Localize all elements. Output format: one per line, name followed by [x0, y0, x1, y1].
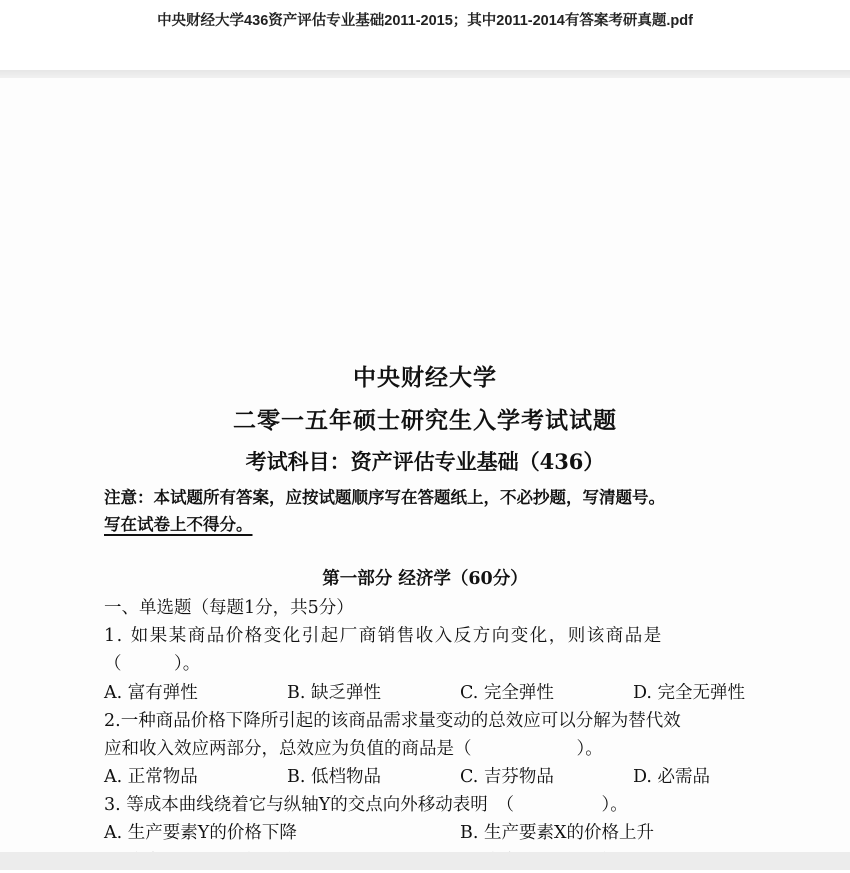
- question-2-option-d: D. 必需品: [633, 767, 711, 787]
- question-3-stem: 3. 等成本曲线绕着它与纵轴Y的交点向外移动表明 （ ）。: [104, 795, 628, 815]
- exam-subject: 考试科目：资产评估专业基础（436）: [245, 449, 605, 474]
- university-name: 中央财经大学: [353, 364, 497, 391]
- pdf-page: [0, 78, 850, 852]
- exam-title: 二零一五年硕士研究生入学考试试题: [233, 407, 617, 434]
- page-separator-top: [0, 70, 850, 78]
- question-1-option-c: C. 完全弹性: [460, 683, 554, 703]
- question-1-option-a: A. 富有弹性: [104, 683, 198, 703]
- question-1-option-b: B. 缺乏弹性: [287, 683, 381, 703]
- notice-line-1: 注意：本试题所有答案，应按试题顺序写在答题纸上，不必抄题，写清题号。: [104, 488, 665, 507]
- question-1-stem-line-1: 1. 如果某商品价格变化引起厂商销售收入反方向变化，则该商品是: [104, 626, 663, 646]
- question-1-option-d: D. 完全无弹性: [633, 683, 746, 703]
- section-title: 一、单选题（每题1分，共5分）: [104, 598, 354, 618]
- document-file-title: 中央财经大学436资产评估专业基础2011-2015；其中2011-2014有答案考研真题.pdf: [157, 13, 693, 29]
- question-2-option-a: A. 正常物品: [104, 767, 198, 787]
- question-2-stem-line-1: 2.一种商品价格下降所引起的该商品需求量变动的总效应可以分解为替代效: [104, 711, 681, 731]
- question-2-stem-line-2: 应和收入效应两部分，总效应为负值的商品是（ ）。: [104, 739, 603, 759]
- question-2-option-b: B. 低档物品: [287, 767, 381, 787]
- question-2-option-c: C. 吉芬物品: [460, 767, 554, 787]
- notice-line-2: 写在试卷上不得分。: [104, 515, 253, 534]
- question-3-option-a: A. 生产要素Y的价格下降: [104, 823, 297, 843]
- part-title: 第一部分 经济学（60分）: [322, 569, 528, 589]
- question-1-stem-line-2: （ ）。: [104, 654, 201, 674]
- question-3-option-b: B. 生产要素X的价格上升: [460, 823, 654, 843]
- document-header: [0, 0, 850, 70]
- page-separator-bottom: [0, 852, 850, 870]
